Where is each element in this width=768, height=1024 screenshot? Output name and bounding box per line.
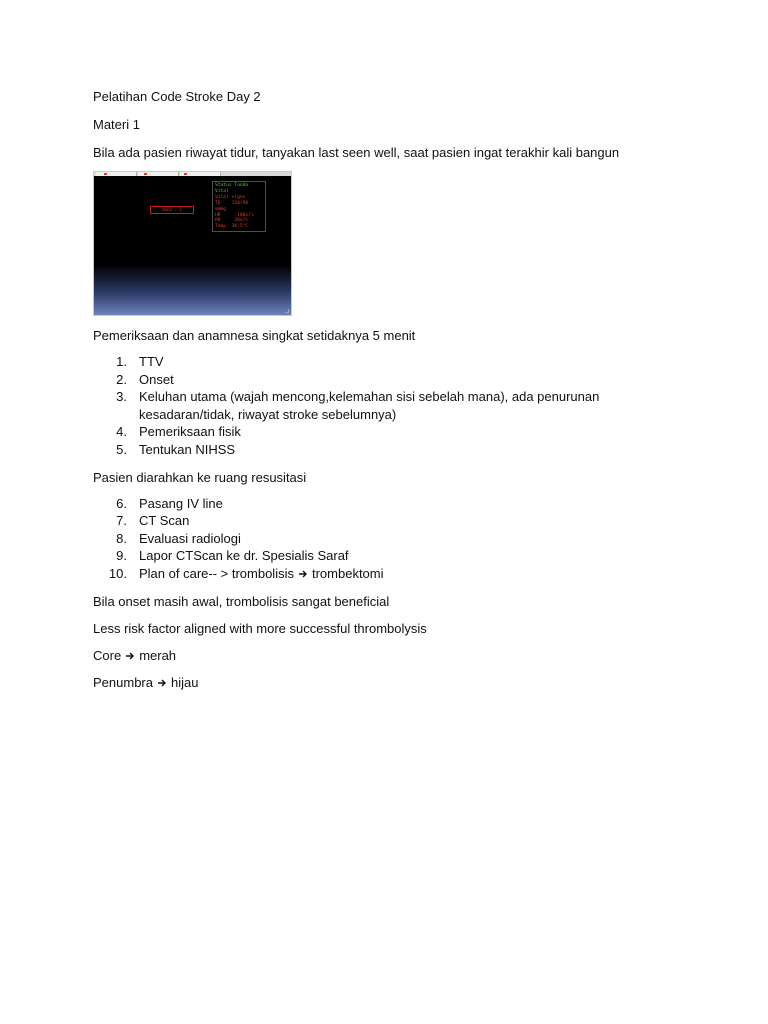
core-line xyxy=(93,647,693,664)
right-arrow-icon xyxy=(157,678,167,688)
screenshot-gradient xyxy=(94,265,291,315)
list-item xyxy=(93,565,693,583)
penumbra-color: hijau xyxy=(170,674,199,690)
document-title: Pelatihan Code Stroke Day 2 xyxy=(93,89,261,104)
right-arrow-icon xyxy=(125,651,135,661)
list-text xyxy=(139,388,693,423)
list-text xyxy=(139,565,693,583)
note-risk-factor: Less risk factor aligned with more successful thrombolysis xyxy=(93,620,427,636)
vital-line: TD 150/90 xyxy=(215,200,249,206)
list-item xyxy=(93,353,693,371)
list-number: 2. xyxy=(116,371,127,387)
vital-line: Temp 36.5°C xyxy=(215,224,249,230)
document-page xyxy=(93,88,693,691)
list-item xyxy=(93,512,693,530)
list-number: 1. xyxy=(116,354,127,369)
list-number: 5. xyxy=(116,441,127,457)
section1-heading: Pemeriksaan dan anamnesa singkat setidaknya 5 menit xyxy=(93,328,416,343)
list-item xyxy=(93,547,693,565)
list-item xyxy=(93,441,693,459)
embedded-screenshot xyxy=(93,171,292,316)
note-onset: Bila onset masih awal, trombolisis sangat beneficial xyxy=(93,593,390,609)
list-text-line: Keluhan utama (wajah mencong,kelemahan sisi sebelah mana), ada penurunan xyxy=(139,389,600,405)
vital-line: RR 20x/i xyxy=(215,218,249,224)
screenshot-tabbar xyxy=(94,172,291,176)
core-color: merah xyxy=(139,647,177,663)
list-text: Pasang IV line xyxy=(139,495,223,511)
screenshot-tab xyxy=(180,172,221,176)
vital-line: Vital signs xyxy=(215,194,246,200)
list-item xyxy=(93,371,693,389)
resuscitation-list xyxy=(93,495,693,583)
list-text-line: Plan of care-- > trombolisis xyxy=(139,565,294,581)
list-text-continuation: kesadaran/tidak, riwayat stroke sebelumnya) xyxy=(139,406,397,422)
penumbra-line xyxy=(93,674,693,691)
list-text-after-arrow: trombektomi xyxy=(311,565,384,581)
list-item xyxy=(93,423,693,441)
list-text: Tentukan NIHSS xyxy=(139,441,236,457)
list-text: Lapor CTScan ke dr. Spesialis Saraf xyxy=(139,548,349,564)
list-text: TTV xyxy=(139,354,164,369)
section2-heading: Pasien diarahkan ke ruang resusitasi xyxy=(93,469,307,485)
exam-list xyxy=(93,353,693,459)
list-number: 4. xyxy=(116,424,127,440)
intro-paragraph: Bila ada pasien riwayat tidur, tanyakan last seen well, saat pasien ingat terakhir kali bangun xyxy=(93,145,620,160)
vital-line: HR 100x/i xyxy=(215,212,254,218)
list-text: Pemeriksaan fisik xyxy=(139,424,241,440)
list-number: 7. xyxy=(116,513,127,529)
list-number: 8. xyxy=(116,530,127,546)
right-arrow-icon xyxy=(298,569,308,579)
vital-signs-panel xyxy=(212,181,266,232)
penumbra-label: Penumbra xyxy=(93,674,153,690)
vital-line: mmHg xyxy=(215,206,227,212)
list-number: 9. xyxy=(116,548,127,564)
list-text: Evaluasi radiologi xyxy=(139,530,241,546)
screenshot-tab xyxy=(138,172,179,176)
screenshot-tab xyxy=(96,172,137,176)
screenshot-ward-label: WARD : 1 xyxy=(150,206,194,214)
list-number: 10. xyxy=(108,565,127,581)
document-subtitle: Materi 1 xyxy=(93,117,140,132)
vital-line: Vital xyxy=(215,188,229,194)
list-item xyxy=(93,388,693,423)
list-text: CT Scan xyxy=(139,513,190,529)
list-number: 6. xyxy=(116,495,127,511)
resize-corner-icon xyxy=(285,309,289,313)
list-item xyxy=(93,530,693,548)
core-label: Core xyxy=(93,647,122,663)
list-item xyxy=(93,495,693,513)
vital-line: Status Tanda xyxy=(215,183,249,188)
list-number: 3. xyxy=(116,389,127,405)
list-text: Onset xyxy=(139,371,174,387)
